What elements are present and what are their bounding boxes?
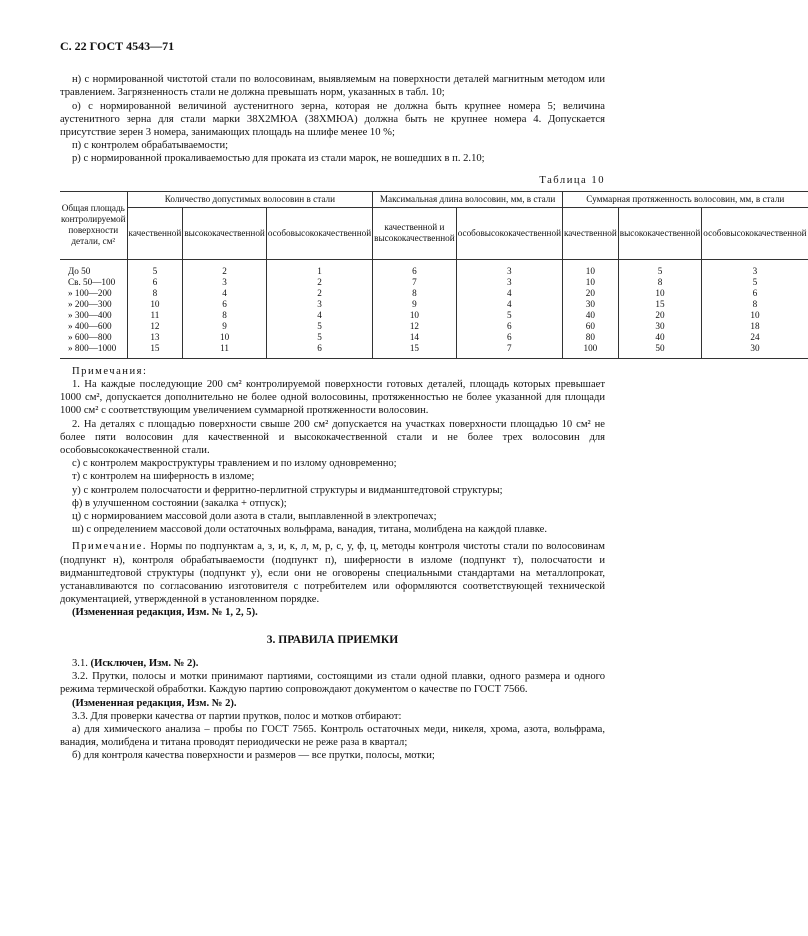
paragraph-t: т) с контролем на шиферность в изломе; bbox=[72, 471, 255, 483]
table-cell: 6 bbox=[373, 259, 457, 277]
paragraph-3-3: 3.3. Для проверки качества от партии прутков, полос и мотков отбирают: bbox=[72, 710, 402, 722]
table-cell: 4 bbox=[183, 288, 267, 299]
table-row bbox=[60, 277, 808, 288]
table-cell: 50 bbox=[618, 343, 702, 359]
row-label-cell: Св. 50—100 bbox=[68, 276, 116, 287]
header-count-ehq: особовысококачественной bbox=[266, 207, 372, 259]
table-cell: 30 bbox=[618, 321, 702, 332]
section-title: 3. ПРАВИЛА ПРИЕМКИ bbox=[266, 633, 399, 646]
table-row bbox=[60, 259, 808, 277]
header-group-count: Количество допустимых волосовин в стали bbox=[127, 191, 373, 207]
table-cell: 6 bbox=[456, 321, 562, 332]
table-cell: 10 bbox=[702, 310, 808, 321]
table-cell: 4 bbox=[456, 299, 562, 310]
table-cell: 100 bbox=[562, 343, 618, 359]
table-cell: 10 bbox=[562, 277, 618, 288]
table-cell: 8 bbox=[702, 299, 808, 310]
document-page bbox=[60, 39, 807, 763]
table-cell: 3 bbox=[456, 259, 562, 277]
table-cell: 15 bbox=[127, 343, 183, 359]
table-cell: 5 bbox=[456, 310, 562, 321]
paragraph-f: ф) в улучшенном состоянии (закалка + отпуск); bbox=[72, 497, 287, 509]
header-sum-hq: высококачественной bbox=[618, 207, 702, 259]
table-cell: 40 bbox=[618, 332, 702, 343]
table-cell: 3 bbox=[456, 277, 562, 288]
table-cell: 10 bbox=[183, 332, 267, 343]
table-cell: 7 bbox=[456, 343, 562, 359]
table-cell: 10 bbox=[562, 259, 618, 277]
table-cell: 15 bbox=[373, 343, 457, 359]
table-cell: 3 bbox=[266, 299, 372, 310]
table-cell: 1 bbox=[266, 259, 372, 277]
table-cell: 15 bbox=[618, 299, 702, 310]
paragraph-3-1 bbox=[60, 657, 605, 670]
note-1: 1. На каждые последующие 200 см² контролируемой поверхности готовых деталей, площадь которых превышает 1000 см², допускается дополнительно не более одной волосовины, протяженностью не более указанной для площади 1000 см² с соответствующим увеличением суммарной протяженности волосовин. bbox=[60, 379, 605, 417]
paragraph-p: п) с контролем обрабатываемости; bbox=[72, 140, 229, 152]
table-cell: 8 bbox=[618, 277, 702, 288]
paragraph-o: о) с нормированной величиной аустенитного зерна, которая не должна быть крупнее номера 5; величина аустенитного зерна для стали марки 38Х2МЮА (38ХМЮА) должна быть не крупнее номера 4. Допускается присутствие зерен 3 номера, занимающих площадь на шлифе менее 10 %; bbox=[60, 100, 605, 139]
header-group-sum: Суммарная протяженность волосовин, мм, в стали bbox=[562, 191, 807, 207]
header-count-q: качественной bbox=[127, 207, 183, 259]
header-count-hq: высококачественной bbox=[183, 207, 267, 259]
table-cell: 80 bbox=[562, 332, 618, 343]
table-cell: 6 bbox=[266, 343, 372, 359]
p31-text: (Исключен, Изм. № 2). bbox=[90, 657, 199, 669]
revision-2: (Измененная редакция, Изм. № 2). bbox=[72, 697, 237, 709]
row-label-cell: До 50 bbox=[68, 265, 91, 276]
paragraph-ts: ц) с нормированием массовой доли азота в стали, выплавленной в электропечах; bbox=[72, 511, 437, 523]
table-cell: 8 bbox=[127, 288, 183, 299]
table-cell: 24 bbox=[702, 332, 808, 343]
table-cell: 2 bbox=[266, 288, 372, 299]
row-label-cell: » 200—300 bbox=[68, 298, 112, 309]
note-label: Примечание. bbox=[72, 541, 147, 553]
table-cell: 5 bbox=[618, 259, 702, 277]
table-row bbox=[60, 332, 808, 343]
table-cell: 10 bbox=[618, 288, 702, 299]
table-cell: 11 bbox=[127, 310, 183, 321]
table-cell: 30 bbox=[702, 343, 808, 359]
table-10 bbox=[60, 191, 808, 359]
header-max-qhq: качественной и высококачественной bbox=[373, 207, 457, 259]
table-cell: 10 bbox=[373, 310, 457, 321]
table-cell: 12 bbox=[373, 321, 457, 332]
row-label-cell: » 400—600 bbox=[68, 320, 112, 331]
table-cell: 18 bbox=[702, 321, 808, 332]
table-cell: 4 bbox=[266, 310, 372, 321]
table-cell: 6 bbox=[456, 332, 562, 343]
table-cell: 40 bbox=[562, 310, 618, 321]
page-header: С. 22 ГОСТ 4543—71 bbox=[60, 39, 175, 53]
table-cell: 11 bbox=[183, 343, 267, 359]
table-cell: 3 bbox=[702, 259, 808, 277]
table-cell: 7 bbox=[373, 277, 457, 288]
table-row bbox=[60, 288, 808, 299]
header-area: Общая площадь контролируемой поверхности детали, см² bbox=[60, 191, 127, 259]
paragraph-n: н) с нормированной чистотой стали по волосовинам, выявляемым на поверхности деталей магнитным методом или травлением. Загрязненность стали не должна превышать норм, указанных в табл. 10; bbox=[60, 74, 605, 99]
table-cell: 2 bbox=[266, 277, 372, 288]
row-label-cell: » 600—800 bbox=[68, 331, 112, 342]
revision-1: (Измененная редакция, Изм. № 1, 2, 5). bbox=[72, 607, 258, 619]
p31-num: 3.1. bbox=[72, 657, 88, 669]
table-cell: 20 bbox=[618, 310, 702, 321]
table-row bbox=[60, 343, 808, 359]
paragraph-sh: ш) с определением массовой доли остаточных вольфрама, ванадия, титана, молибдена на каждой плавке. bbox=[72, 524, 548, 536]
table-cell: 9 bbox=[183, 321, 267, 332]
header-max-ehq: особовысококачественной bbox=[456, 207, 562, 259]
paragraph-s: с) с контролем макроструктуры травлением и по излому одновременно; bbox=[72, 458, 397, 470]
table-cell: 12 bbox=[127, 321, 183, 332]
table-row bbox=[60, 321, 808, 332]
table-cell: 3 bbox=[183, 277, 267, 288]
table-cell: 5 bbox=[702, 277, 808, 288]
table-cell: 14 bbox=[373, 332, 457, 343]
paragraph-3-3-b: б) для контроля качества поверхности и размеров — все прутки, полосы, мотки; bbox=[72, 750, 435, 762]
row-label-cell: » 100—200 bbox=[68, 287, 112, 298]
paragraph-3-3-a: а) для химического анализа – пробы по ГОСТ 7565. Контроль остаточных меди, никеля, хрома, азота, вольфрама, ванадия, молибдена и титана проводят периодически не реже раза в квартал; bbox=[60, 723, 605, 749]
table-cell: 30 bbox=[562, 299, 618, 310]
table-cell: 8 bbox=[183, 310, 267, 321]
table-cell: 4 bbox=[456, 288, 562, 299]
header-group-max: Максимальная длина волосовин, мм, в стали bbox=[373, 191, 563, 207]
notes-title: Примечания: bbox=[72, 365, 148, 377]
table-cell: 5 bbox=[127, 259, 183, 277]
table-cell: 6 bbox=[702, 288, 808, 299]
header-sum-q: качественной bbox=[562, 207, 618, 259]
table-cell: 8 bbox=[373, 288, 457, 299]
paragraph-r: р) с нормированной прокаливаемостью для проката из стали марок, не вошедших в п. 2.10; bbox=[72, 153, 485, 165]
row-label-cell: » 800—1000 bbox=[60, 343, 127, 359]
table-cell: 10 bbox=[127, 299, 183, 310]
table-cell: 13 bbox=[127, 332, 183, 343]
table-row bbox=[60, 310, 808, 321]
table-cell: 9 bbox=[373, 299, 457, 310]
paragraph-u: у) с контролем полосчатости и ферритно-перлитной структуры и видманштедтовой структуры; bbox=[72, 484, 503, 496]
table-cell: 20 bbox=[562, 288, 618, 299]
table-row bbox=[60, 299, 808, 310]
table-cell: 6 bbox=[183, 299, 267, 310]
table-caption: Таблица 10 bbox=[539, 174, 605, 186]
table-cell: 5 bbox=[266, 332, 372, 343]
note-text: Нормы по подпунктам а, з, и, к, л, м, р, с, у, ф, ц, методы контроля чистоты стали по волосовинам (подпункт н), контроля обрабатываемости (подпункт п), шиферности в изломе (подпункт т), полосчатости и видманштедтовой структуры (подпункт у), если они не оговорены специальными стандартами на металлопрокат, устанавливаются по согласованию изготовителя с потребителем или оформляются соответствующей технической документацией, утвержденной в установленном порядке. bbox=[60, 541, 605, 606]
paragraph-3-2: 3.2. Прутки, полосы и мотки принимают партиями, состоящими из стали одной плавки, одного размера и одного режима термической обработки. Каждую партию сопровождают документом о качестве по ГОСТ 7566. bbox=[60, 671, 605, 696]
row-label-cell: » 300—400 bbox=[68, 309, 112, 320]
table-cell: 2 bbox=[183, 259, 267, 277]
header-sum-ehq: особовысококачественной bbox=[702, 207, 808, 259]
note-2: 2. На деталях с площадью поверхности свыше 200 см² допускается на участках поверхности площадью 10 см² не более пяти волосовин для качественной и высококачественной стали и не более трех волосовин для особовысококачественной стали. bbox=[60, 418, 605, 457]
note-paragraph bbox=[60, 540, 605, 606]
table-cell: 60 bbox=[562, 321, 618, 332]
table-cell: 6 bbox=[127, 277, 183, 288]
table-cell: 5 bbox=[266, 321, 372, 332]
